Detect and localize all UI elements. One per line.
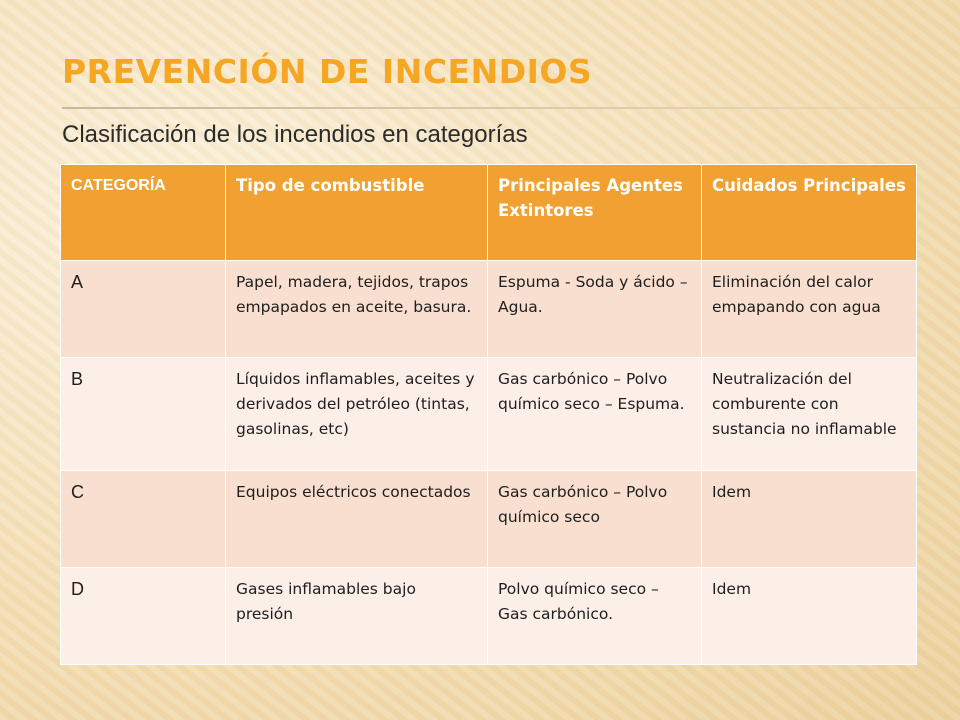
category-cell: D bbox=[61, 568, 226, 665]
agents-cell: Gas carbónico – Polvo químico seco – Espuma. bbox=[488, 358, 702, 471]
header-category: CATEGORÍA bbox=[61, 165, 226, 261]
table-row bbox=[61, 261, 917, 358]
header-main-care: Cuidados Principales bbox=[702, 165, 917, 261]
fuel-cell: Papel, madera, tejidos, trapos empapados en aceite, basura. bbox=[226, 261, 488, 358]
table-row bbox=[61, 471, 917, 568]
care-cell: Idem bbox=[702, 568, 917, 665]
agents-cell: Gas carbónico – Polvo químico seco bbox=[488, 471, 702, 568]
agents-cell: Espuma - Soda y ácido – Agua. bbox=[488, 261, 702, 358]
title-divider bbox=[62, 107, 960, 109]
care-cell: Idem bbox=[702, 471, 917, 568]
fuel-cell: Líquidos inflamables, aceites y derivados del petróleo (tintas, gasolinas, etc) bbox=[226, 358, 488, 471]
fuel-cell: Gases inflamables bajo presión bbox=[226, 568, 488, 665]
fuel-cell: Equipos eléctricos conectados bbox=[226, 471, 488, 568]
agents-cell: Polvo químico seco – Gas carbónico. bbox=[488, 568, 702, 665]
category-cell: C bbox=[61, 471, 226, 568]
category-cell: B bbox=[61, 358, 226, 471]
care-cell: Eliminación del calor empapando con agua bbox=[702, 261, 917, 358]
table-row bbox=[61, 358, 917, 471]
category-cell: A bbox=[61, 261, 226, 358]
slide-title: PREVENCIÓN DE INCENDIOS bbox=[62, 52, 593, 91]
header-extinguishing-agents: Principales Agentes Extintores bbox=[488, 165, 702, 261]
care-cell: Neutralización del comburente con sustancia no inflamable bbox=[702, 358, 917, 471]
slide-subtitle: Clasificación de los incendios en categorías bbox=[62, 121, 528, 148]
header-fuel-type: Tipo de combustible bbox=[226, 165, 488, 261]
fire-classification-table bbox=[60, 164, 917, 665]
table-header-row bbox=[61, 165, 917, 261]
table-row bbox=[61, 568, 917, 665]
